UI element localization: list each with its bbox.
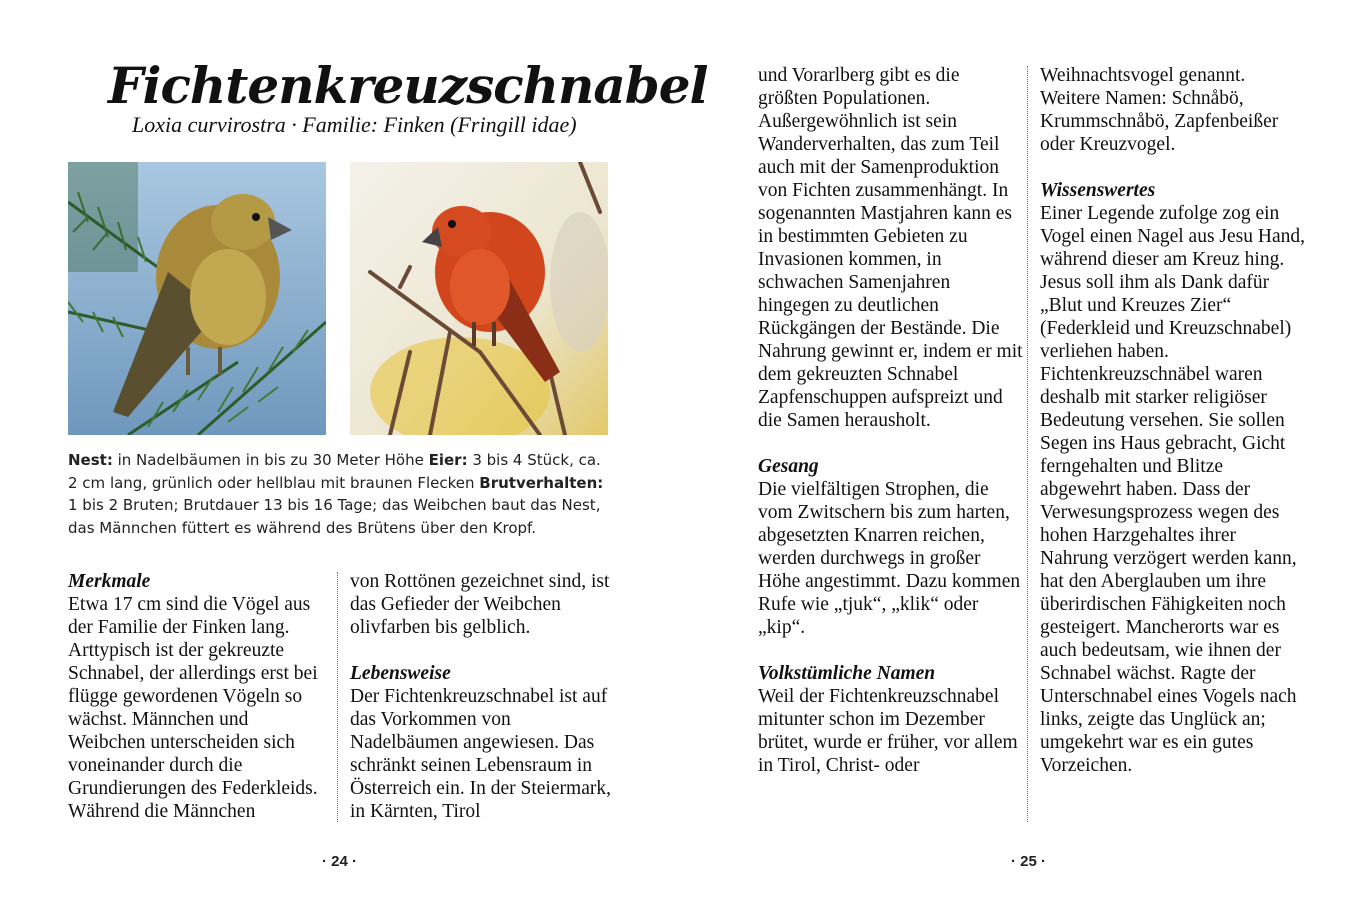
page-subtitle: Loxia curvirostra · Familie: Finken (Fringill idae) (132, 112, 577, 137)
merkmale-text: Etwa 17 cm sind die Vögel aus der Familie der Finken lang. Arttypisch ist der gekreuzte Schnabel, der allerdings erst bei flügge gewordenen Vögeln so wächst. Männchen und Weibchen unterscheiden sich voneinander durch die Grundierungen des Federkleids. Während die Männchen (68, 594, 318, 822)
breeding-text: 1 bis 2 Bruten; Brutdauer 13 bis 16 Tage; das Weibchen baut das Nest, das Männchen füttert es während des Brütens über den Kropf. (68, 496, 601, 537)
wissenswertes-text: Einer Legende zufolge zog ein Vogel einen Nagel aus Jesu Hand, während dieser am Kreuz hing. Jesus soll ihm als Dank dafür „Blut und Kreuzes Zier“ (Federkleid und Kreuzschnabel) verliehen haben. Fichtenkreuzschnäbel waren deshalb mit starker religiöser Bedeutung versehen. Sie sollen Segen ins Haus gebracht, Gicht ferngehalten und Blitze abgewehrt haben. Dass der Verwesungsprozess wegen des hohen Harzgehaltes ihrer Nahrung verzögert werden kann, hat den Aberglauben um ihre überirdischen Fähigkeiten noch gesteigert. Mancherorts war es auch bedeutsam, wie ihnen der Schnabel wächst. Ragte der Unterschnabel eines Vogels nach links, zeigte das Unglück an; umgekehrt war es ein gutes Vorzeichen. (1040, 203, 1305, 776)
left-column-2 (350, 570, 612, 823)
nest-label: Nest: (68, 451, 113, 469)
female-crossbill-photo (68, 162, 326, 435)
lebensweise-continued-text: und Vorarlberg gibt es die größten Populationen. Außergewöhnlich ist sein Wanderverhalten, das zum Teil auch mit der Samenproduktion von Fichten zusammenhängt. In sogenannten Mastjahren kann es in bestimmten Gebieten zu Invasionen kommen, in schwachen Samenjahren hingegen zu deutlichen Rückgängen der Bestände. Die Nahrung gewinnt er, indem er mit dem gekreuzten Schnabel Zapfenschuppen aufspreizt und die Samen herausholt. (758, 65, 1023, 431)
lebensweise-text: Der Fichtenkreuzschnabel ist auf das Vorkommen von Nadelbäumen angewiesen. Das schränkt seinen Lebensraum in Österreich ein. In der Steiermark, in Kärnten, Tirol (350, 686, 611, 822)
right-column-1 (758, 64, 1023, 777)
section-heading-gesang: Gesang (758, 456, 819, 477)
page-title: Fichtenkreuzschnabel (108, 56, 708, 115)
column-divider-right (1027, 66, 1028, 822)
eggs-text: 3 bis 4 Stück, ca. 2 cm lang, grünlich oder hellblau mit braunen Flecken (68, 451, 601, 492)
merkmale-continued-text: von Rottönen gezeichnet sind, ist das Gefieder der Weibchen olivfarben bis gelblich. (350, 571, 610, 638)
left-column-1 (68, 570, 330, 823)
section-heading-merkmale: Merkmale (68, 571, 151, 592)
breeding-label: Brutverhalten: (479, 473, 604, 492)
volkstuemliche-namen-continued-text: Weihnachtsvogel genannt. Weitere Namen: Schnåbö, Krummschnåbö, Zapfenbeißer oder Kreuzvogel. (1040, 65, 1279, 155)
nest-info-block (68, 449, 613, 539)
page-number-left: · 24 · (322, 853, 358, 870)
right-column-2 (1040, 64, 1308, 777)
volkstuemliche-namen-text: Weil der Fichtenkreuzschnabel mitunter schon im Dezember brütet, wurde er früher, vor allem in Tirol, Christ- oder (758, 686, 1018, 776)
male-crossbill-photo (350, 162, 608, 435)
section-heading-volkstuemliche-namen: Volkstümliche Namen (758, 663, 936, 684)
eggs-label: Eier: (428, 451, 468, 469)
page-number-right: · 25 · (1011, 853, 1047, 870)
section-heading-wissenswertes: Wissenswertes (1040, 180, 1156, 201)
nest-text: in Nadelbäumen in bis zu 30 Meter Höhe (112, 451, 429, 469)
column-divider (337, 572, 338, 822)
gesang-text: Die vielfältigen Strophen, die vom Zwitschern bis zum harten, abgesetzten Knarren reichen, werden durchwegs in großer Höhe angestimmt. Dazu kommen Rufe wie „tjuk“, „klik“ oder „kip“. (758, 479, 1021, 638)
section-heading-lebensweise: Lebensweise (350, 663, 451, 684)
right-page (683, 0, 1366, 901)
